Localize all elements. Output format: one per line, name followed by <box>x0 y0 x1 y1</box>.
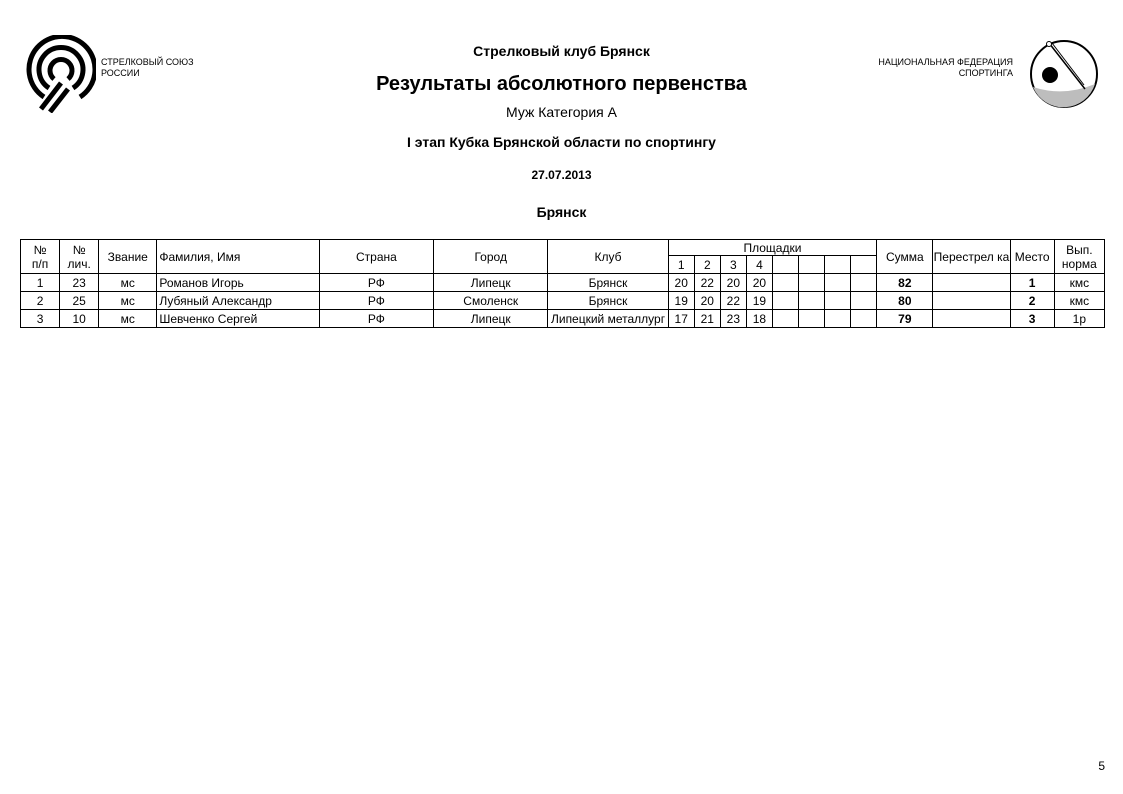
cell-name: Романов Игорь <box>157 274 319 292</box>
cell-station-score <box>825 292 851 310</box>
cell-name: Лубяный Александр <box>157 292 319 310</box>
cell-num: 1 <box>21 274 60 292</box>
cell-license: 25 <box>60 292 99 310</box>
station-number <box>851 256 877 274</box>
cell-station-score <box>851 310 877 328</box>
cell-num: 2 <box>21 292 60 310</box>
col-header-place: Место <box>1010 240 1054 274</box>
table-row <box>21 274 1105 292</box>
cell-station-score: 17 <box>668 310 694 328</box>
cell-station-score: 19 <box>746 292 772 310</box>
station-number: 3 <box>720 256 746 274</box>
col-header-shootoff: Перестрел ка <box>933 240 1010 274</box>
station-number <box>825 256 851 274</box>
event-name: I этап Кубка Брянской области по спортингу <box>407 134 716 150</box>
cell-station-score: 23 <box>720 310 746 328</box>
right-org-line: СПОРТИНГА <box>958 68 1013 78</box>
left-org-line: СТРЕЛКОВЫЙ СОЮЗ <box>101 57 194 67</box>
cell-club: Брянск <box>548 292 668 310</box>
cell-sum: 82 <box>877 274 933 292</box>
category-label: Муж Категория А <box>506 104 617 120</box>
cell-station-score <box>799 274 825 292</box>
document-title: Результаты абсолютного первенства <box>376 73 747 95</box>
results-table <box>20 239 1105 328</box>
col-header-num: № п/п <box>21 240 60 274</box>
cell-station-score <box>851 274 877 292</box>
left-org-line: РОССИИ <box>101 68 140 78</box>
cell-city: Липецк <box>434 274 548 292</box>
cell-station-score: 18 <box>746 310 772 328</box>
cell-shootoff <box>933 292 1010 310</box>
club-name: Стрелковый клуб Брянск <box>473 43 650 59</box>
station-number <box>772 256 798 274</box>
cell-station-score <box>799 310 825 328</box>
cell-station-score <box>772 274 798 292</box>
event-venue: Брянск <box>536 204 587 220</box>
station-number: 4 <box>746 256 772 274</box>
cell-rank: мс <box>99 310 157 328</box>
cell-norm: кмс <box>1054 274 1104 292</box>
col-header-sum: Сумма <box>877 240 933 274</box>
cell-station-score: 22 <box>694 274 720 292</box>
cell-sum: 80 <box>877 292 933 310</box>
cell-name: Шевченко Сергей <box>157 310 319 328</box>
cell-station-score <box>799 292 825 310</box>
cell-city: Смоленск <box>434 292 548 310</box>
page-number: 5 <box>1098 759 1105 773</box>
col-header-stations: Площадки <box>668 240 877 256</box>
cell-norm: 1р <box>1054 310 1104 328</box>
cell-station-score: 20 <box>720 274 746 292</box>
cell-station-score <box>825 274 851 292</box>
station-number: 1 <box>668 256 694 274</box>
cell-country: РФ <box>319 310 433 328</box>
cell-place: 2 <box>1010 292 1054 310</box>
cell-rank: мс <box>99 292 157 310</box>
table-row <box>21 292 1105 310</box>
cell-club: Липецкий металлург <box>548 310 668 328</box>
cell-license: 23 <box>60 274 99 292</box>
cell-country: РФ <box>319 292 433 310</box>
cell-station-score <box>851 292 877 310</box>
station-number: 2 <box>694 256 720 274</box>
cell-station-score <box>772 292 798 310</box>
cell-station-score: 19 <box>668 292 694 310</box>
col-header-club: Клуб <box>548 240 668 274</box>
cell-station-score <box>772 310 798 328</box>
col-header-country: Страна <box>319 240 433 274</box>
table-row <box>21 310 1105 328</box>
col-header-norm: Вып. норма <box>1054 240 1104 274</box>
station-number <box>799 256 825 274</box>
col-header-city: Город <box>434 240 548 274</box>
cell-place: 1 <box>1010 274 1054 292</box>
cell-rank: мс <box>99 274 157 292</box>
right-org-line: НАЦИОНАЛЬНАЯ ФЕДЕРАЦИЯ <box>878 57 1013 67</box>
cell-sum: 79 <box>877 310 933 328</box>
event-date: 27.07.2013 <box>531 168 592 182</box>
cell-license: 10 <box>60 310 99 328</box>
cell-station-score: 22 <box>720 292 746 310</box>
cell-shootoff <box>933 310 1010 328</box>
cell-country: РФ <box>319 274 433 292</box>
cell-shootoff <box>933 274 1010 292</box>
cell-city: Липецк <box>434 310 548 328</box>
col-header-rank: Звание <box>99 240 157 274</box>
cell-num: 3 <box>21 310 60 328</box>
cell-station-score: 21 <box>694 310 720 328</box>
col-header-license: № лич. <box>60 240 99 274</box>
cell-norm: кмс <box>1054 292 1104 310</box>
cell-station-score: 20 <box>746 274 772 292</box>
cell-station-score: 20 <box>668 274 694 292</box>
cell-club: Брянск <box>548 274 668 292</box>
cell-station-score: 20 <box>694 292 720 310</box>
cell-place: 3 <box>1010 310 1054 328</box>
col-header-name: Фамилия, Имя <box>157 240 319 274</box>
cell-station-score <box>825 310 851 328</box>
header-row <box>21 240 1105 256</box>
results-body <box>21 274 1105 328</box>
